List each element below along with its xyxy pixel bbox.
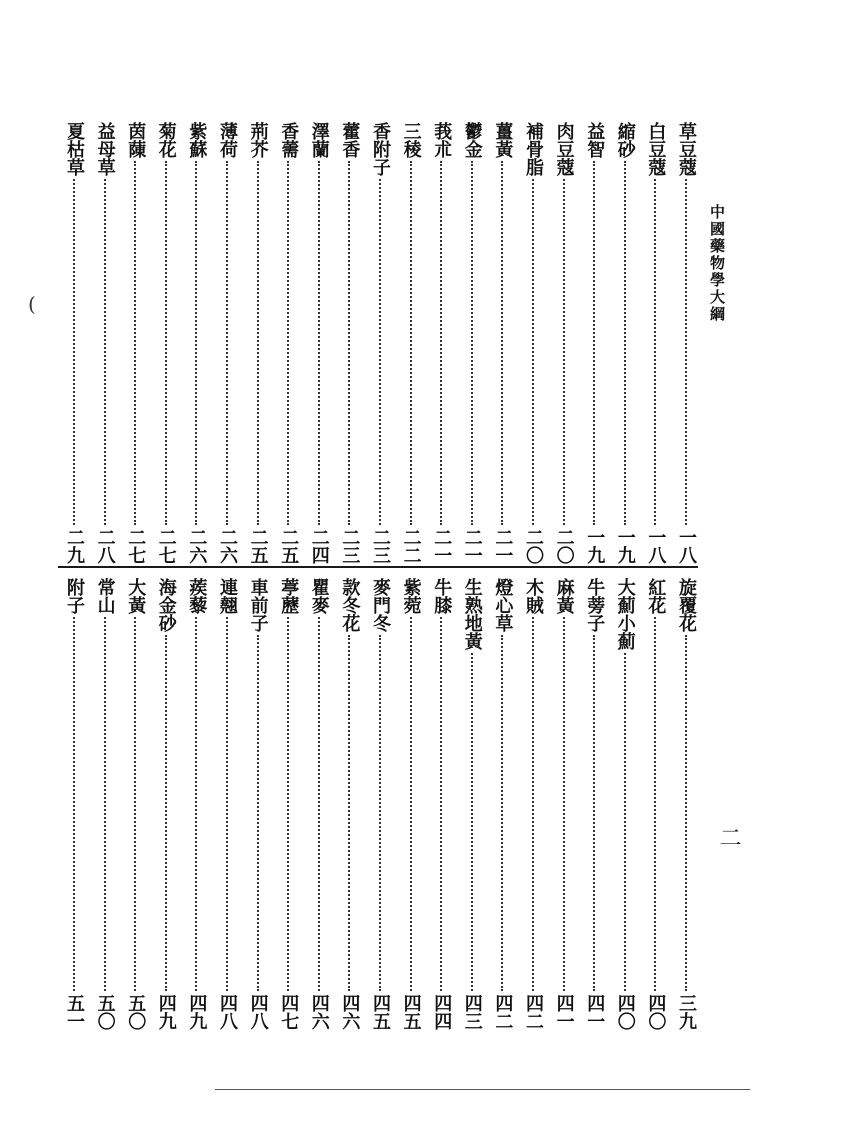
entry-name: 莪朮 bbox=[431, 122, 453, 158]
dot-leader bbox=[410, 617, 412, 991]
toc-entry bbox=[488, 578, 516, 1030]
toc-entry bbox=[244, 122, 272, 564]
entry-name: 藿香 bbox=[339, 122, 361, 158]
dot-leader bbox=[104, 617, 106, 991]
entry-name: 蒺藜 bbox=[186, 578, 208, 614]
margin-mark: ( bbox=[28, 292, 36, 316]
entry-name: 澤蘭 bbox=[308, 122, 330, 158]
toc-entry bbox=[274, 578, 302, 1030]
toc-entry bbox=[397, 122, 425, 564]
dot-leader bbox=[501, 161, 503, 525]
dot-leader bbox=[685, 179, 687, 525]
entry-page-number: 二三 bbox=[370, 528, 391, 564]
dot-leader bbox=[471, 161, 473, 525]
dot-leader bbox=[73, 617, 75, 991]
entry-name: 款冬花 bbox=[339, 578, 361, 632]
dot-leader bbox=[257, 161, 259, 525]
toc-entry bbox=[611, 122, 639, 564]
entry-page-number: 四五 bbox=[400, 994, 422, 1030]
entry-page-number: 二二 bbox=[400, 528, 422, 564]
dot-leader bbox=[73, 179, 75, 525]
dot-leader bbox=[104, 179, 106, 525]
dot-leader bbox=[287, 161, 289, 525]
entry-page-number: 四〇 bbox=[645, 994, 667, 1030]
entry-page-number: 一九 bbox=[614, 528, 636, 564]
dot-leader bbox=[440, 617, 442, 991]
entry-name: 常山 bbox=[94, 578, 116, 614]
entry-name: 香薷 bbox=[278, 122, 300, 158]
toc-entry bbox=[580, 122, 608, 564]
entry-name: 車前子 bbox=[247, 578, 269, 632]
toc-entry bbox=[672, 122, 700, 564]
entry-page-number: 四四 bbox=[431, 994, 453, 1030]
entry-page-number: 四八 bbox=[247, 994, 269, 1030]
entry-name: 紫蘇 bbox=[186, 122, 208, 158]
dot-leader bbox=[654, 179, 656, 525]
toc-entry bbox=[335, 122, 363, 564]
dot-leader bbox=[226, 617, 228, 991]
entry-page-number: 二一 bbox=[431, 528, 453, 564]
entry-page-number: 二一 bbox=[461, 528, 483, 564]
entry-page-number: 二三 bbox=[339, 528, 361, 564]
dot-leader bbox=[226, 161, 228, 525]
entry-name: 紫菀 bbox=[400, 578, 422, 614]
entry-name: 木賊 bbox=[523, 578, 544, 614]
entry-page-number: 一八 bbox=[676, 528, 697, 564]
toc-entry bbox=[182, 122, 210, 564]
toc-entry bbox=[91, 578, 119, 1030]
entry-page-number: 二七 bbox=[125, 528, 147, 564]
dot-leader bbox=[379, 179, 381, 525]
toc-entry bbox=[121, 122, 149, 564]
entry-page-number: 三九 bbox=[676, 994, 697, 1030]
entry-name: 薑黃 bbox=[492, 122, 514, 158]
entry-name: 大薊小薊 bbox=[614, 578, 636, 650]
dot-leader bbox=[379, 635, 381, 991]
dot-leader bbox=[348, 635, 350, 991]
entry-name: 益母草 bbox=[94, 122, 116, 176]
page-number: 二 bbox=[716, 826, 741, 848]
entry-name: 縮砂 bbox=[614, 122, 636, 158]
toc-entry bbox=[672, 578, 700, 1030]
toc-entry bbox=[121, 578, 149, 1030]
toc-entry bbox=[366, 578, 394, 1030]
toc-entry bbox=[641, 122, 669, 564]
entry-page-number: 四二 bbox=[523, 994, 544, 1030]
toc-entry bbox=[366, 122, 394, 564]
entry-page-number: 二八 bbox=[94, 528, 116, 564]
toc-entry bbox=[427, 578, 455, 1030]
entry-name: 牛膝 bbox=[431, 578, 453, 614]
toc-entry bbox=[641, 578, 669, 1030]
entry-name: 白豆蔻 bbox=[645, 122, 667, 176]
entry-name: 生熟地黃 bbox=[461, 578, 483, 650]
toc-entry bbox=[580, 578, 608, 1030]
dot-leader bbox=[440, 161, 442, 525]
entry-name: 益智 bbox=[584, 122, 606, 158]
entry-page-number: 一九 bbox=[584, 528, 606, 564]
dot-leader bbox=[257, 635, 259, 991]
toc-entry bbox=[458, 122, 486, 564]
dot-leader bbox=[410, 161, 412, 525]
entry-name: 附子 bbox=[64, 578, 85, 614]
entry-name: 茵蔯 bbox=[125, 122, 147, 158]
toc-entry bbox=[91, 122, 119, 564]
toc-entry bbox=[611, 578, 639, 1030]
entry-page-number: 二九 bbox=[64, 528, 85, 564]
entry-page-number: 四二 bbox=[492, 994, 514, 1030]
running-title: 中國藥物學大綱 bbox=[708, 204, 726, 323]
bottom-rule bbox=[215, 1089, 750, 1090]
dot-leader bbox=[287, 617, 289, 991]
entry-page-number: 四七 bbox=[278, 994, 300, 1030]
dot-leader bbox=[195, 161, 197, 525]
toc-entry bbox=[60, 122, 88, 564]
toc-entry bbox=[60, 578, 88, 1030]
entry-name: 燈心草 bbox=[492, 578, 514, 632]
dot-leader bbox=[134, 161, 136, 525]
dot-leader bbox=[501, 635, 503, 991]
entry-name: 大黃 bbox=[125, 578, 147, 614]
entry-page-number: 二〇 bbox=[523, 528, 544, 564]
entry-name: 菊花 bbox=[155, 122, 177, 158]
toc-entry bbox=[550, 578, 578, 1030]
entry-page-number: 五一 bbox=[64, 994, 85, 1030]
entry-page-number: 一八 bbox=[645, 528, 667, 564]
entry-page-number: 二六 bbox=[186, 528, 208, 564]
toc-entry bbox=[244, 578, 272, 1030]
entry-name: 荊芥 bbox=[247, 122, 269, 158]
entry-page-number: 四〇 bbox=[614, 994, 636, 1030]
entry-page-number: 四五 bbox=[370, 994, 391, 1030]
dot-leader bbox=[165, 635, 167, 991]
entry-page-number: 四九 bbox=[186, 994, 208, 1030]
entry-name: 麥門冬 bbox=[370, 578, 391, 632]
entry-name: 香附子 bbox=[370, 122, 391, 176]
entry-page-number: 二七 bbox=[155, 528, 177, 564]
toc-entry bbox=[274, 122, 302, 564]
dot-leader bbox=[532, 617, 534, 991]
dot-leader bbox=[532, 179, 534, 525]
section-divider bbox=[58, 566, 698, 568]
dot-leader bbox=[348, 161, 350, 525]
toc-entry bbox=[519, 578, 547, 1030]
entry-name: 夏枯草 bbox=[64, 122, 85, 176]
entry-page-number: 二一 bbox=[492, 528, 514, 564]
entry-name: 補骨脂 bbox=[523, 122, 544, 176]
toc-entry bbox=[397, 578, 425, 1030]
dot-leader bbox=[685, 635, 687, 991]
entry-page-number: 四六 bbox=[339, 994, 361, 1030]
toc-entry bbox=[305, 578, 333, 1030]
entry-name: 海金砂 bbox=[155, 578, 177, 632]
entry-name: 牛蒡子 bbox=[584, 578, 606, 632]
entry-page-number: 四一 bbox=[553, 994, 575, 1030]
entry-name: 葶藶 bbox=[278, 578, 300, 614]
toc-entry bbox=[550, 122, 578, 564]
entry-page-number: 二五 bbox=[247, 528, 269, 564]
dot-leader bbox=[593, 635, 595, 991]
entry-page-number: 四三 bbox=[461, 994, 483, 1030]
dot-leader bbox=[318, 617, 320, 991]
entry-page-number: 二〇 bbox=[553, 528, 575, 564]
entry-name: 鬱金 bbox=[461, 122, 483, 158]
dot-leader bbox=[624, 161, 626, 525]
entry-page-number: 五〇 bbox=[94, 994, 116, 1030]
dot-leader bbox=[563, 617, 565, 991]
entry-page-number: 四六 bbox=[308, 994, 330, 1030]
dot-leader bbox=[195, 617, 197, 991]
dot-leader bbox=[624, 653, 626, 991]
toc-entry bbox=[182, 578, 210, 1030]
dot-leader bbox=[654, 617, 656, 991]
toc-entry bbox=[488, 122, 516, 564]
entry-page-number: 二四 bbox=[308, 528, 330, 564]
entry-name: 肉豆蔻 bbox=[553, 122, 575, 176]
entry-name: 薄荷 bbox=[217, 122, 238, 158]
entry-page-number: 二六 bbox=[217, 528, 238, 564]
dot-leader bbox=[134, 617, 136, 991]
toc-entry bbox=[427, 122, 455, 564]
toc-entry bbox=[152, 122, 180, 564]
toc-entry bbox=[305, 122, 333, 564]
toc-entry bbox=[458, 578, 486, 1030]
entry-name: 旋覆花 bbox=[676, 578, 697, 632]
entry-page-number: 四一 bbox=[584, 994, 606, 1030]
toc-entry bbox=[213, 122, 241, 564]
entry-name: 三稜 bbox=[400, 122, 422, 158]
entry-page-number: 五〇 bbox=[125, 994, 147, 1030]
entry-page-number: 四八 bbox=[217, 994, 238, 1030]
toc-entry bbox=[213, 578, 241, 1030]
entry-name: 瞿麥 bbox=[308, 578, 330, 614]
entry-page-number: 四九 bbox=[155, 994, 177, 1030]
toc-entry bbox=[519, 122, 547, 564]
toc-entry bbox=[335, 578, 363, 1030]
entry-page-number: 二五 bbox=[278, 528, 300, 564]
toc-entry bbox=[152, 578, 180, 1030]
entry-name: 草豆蔻 bbox=[676, 122, 697, 176]
entry-name: 紅花 bbox=[645, 578, 667, 614]
dot-leader bbox=[318, 161, 320, 525]
entry-name: 麻黃 bbox=[553, 578, 575, 614]
dot-leader bbox=[471, 653, 473, 991]
dot-leader bbox=[563, 179, 565, 525]
dot-leader bbox=[165, 161, 167, 525]
dot-leader bbox=[593, 161, 595, 525]
entry-name: 連翹 bbox=[217, 578, 238, 614]
